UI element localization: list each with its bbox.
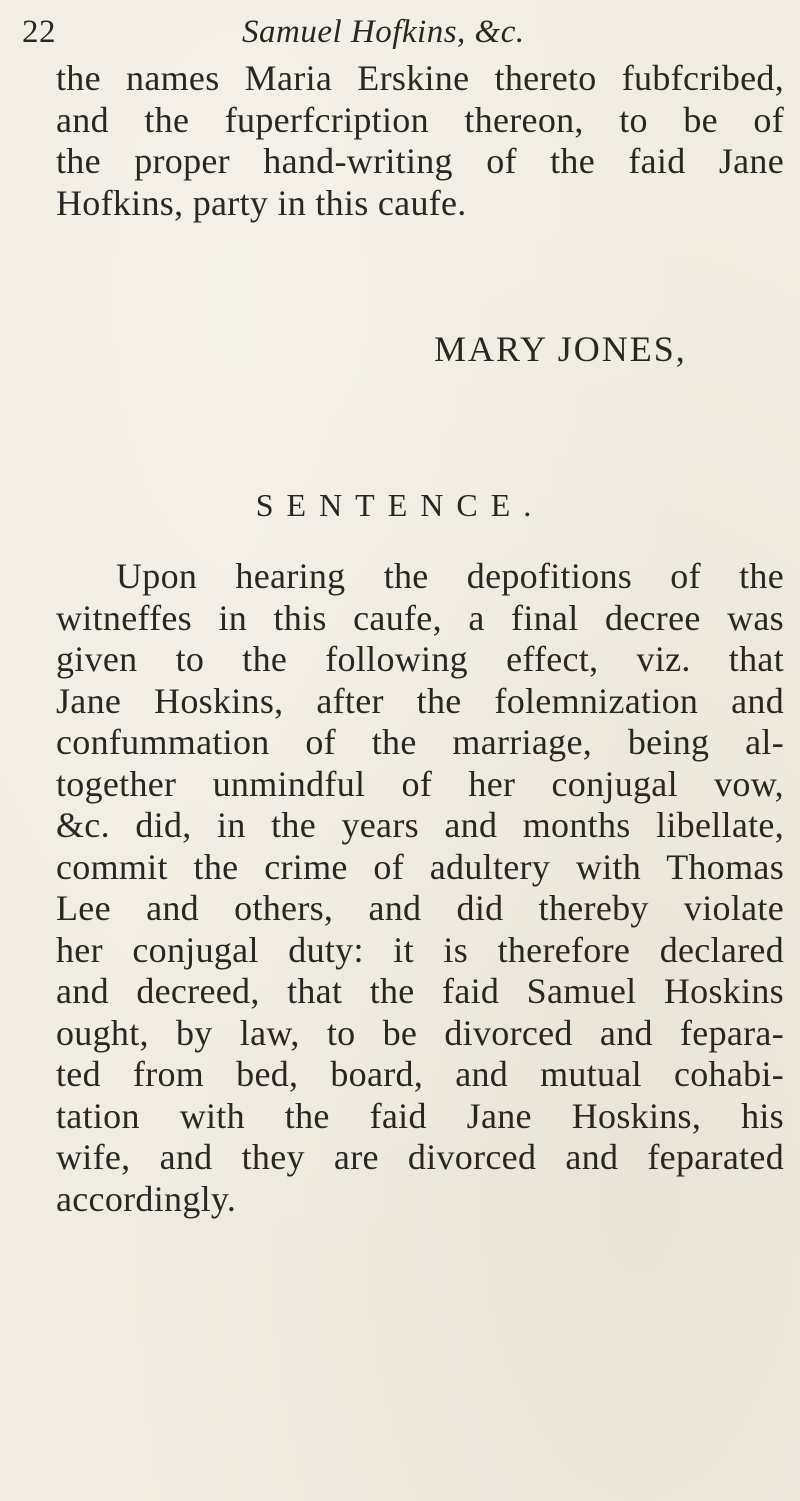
text-line: Jane Hoskins, after the folemnization and — [56, 680, 784, 721]
text-line: &c. did, in the years and months libellate, — [56, 805, 784, 845]
text-line: Lee and others, and did thereby violate — [56, 888, 784, 928]
text-line: together unmindful of her conjugal vow, — [56, 763, 784, 804]
text-line: commit the crime of adultery with Thomas — [56, 846, 784, 887]
running-head: Samuel Hofkins, &c. — [242, 14, 525, 50]
page-number: 22 — [22, 14, 56, 50]
text-line: ted from bed, board, and mutual cohabi- — [56, 1054, 784, 1094]
text-line: ought, by law, to be divorced and fepara- — [56, 1012, 784, 1053]
text-line: Upon hearing the depofitions of the — [116, 556, 784, 596]
continued-paragraph — [56, 58, 784, 224]
text-line: Hofkins, party in this caufe. — [56, 182, 467, 223]
section-heading: SENTENCE. — [255, 487, 545, 523]
text-line: wife, and they are divorced and feparated — [56, 1137, 784, 1177]
text-line: accordingly. — [56, 1178, 237, 1219]
text-line: given to the following effect, viz. that — [56, 639, 784, 679]
sentence-paragraph — [56, 556, 784, 1220]
text-line: witneffes in this caufe, a final decree was — [56, 597, 784, 638]
text-line: the proper hand-writing of the faid Jane — [56, 141, 784, 181]
text-line: tation with the faid Jane Hoskins, his — [56, 1095, 784, 1136]
text-line: and the fuperfcription thereon, to be of — [56, 99, 784, 140]
text-line: confummation of the marriage, being al- — [56, 722, 784, 762]
text-line: and decreed, that the faid Samuel Hoskins — [56, 971, 784, 1011]
witness-signature: MARY JONES, — [434, 329, 687, 369]
page-header — [22, 14, 782, 54]
text-line: the names Maria Erskine thereto fubfcribed, — [56, 58, 784, 98]
text-line: her conjugal duty: it is therefore declared — [56, 929, 784, 970]
